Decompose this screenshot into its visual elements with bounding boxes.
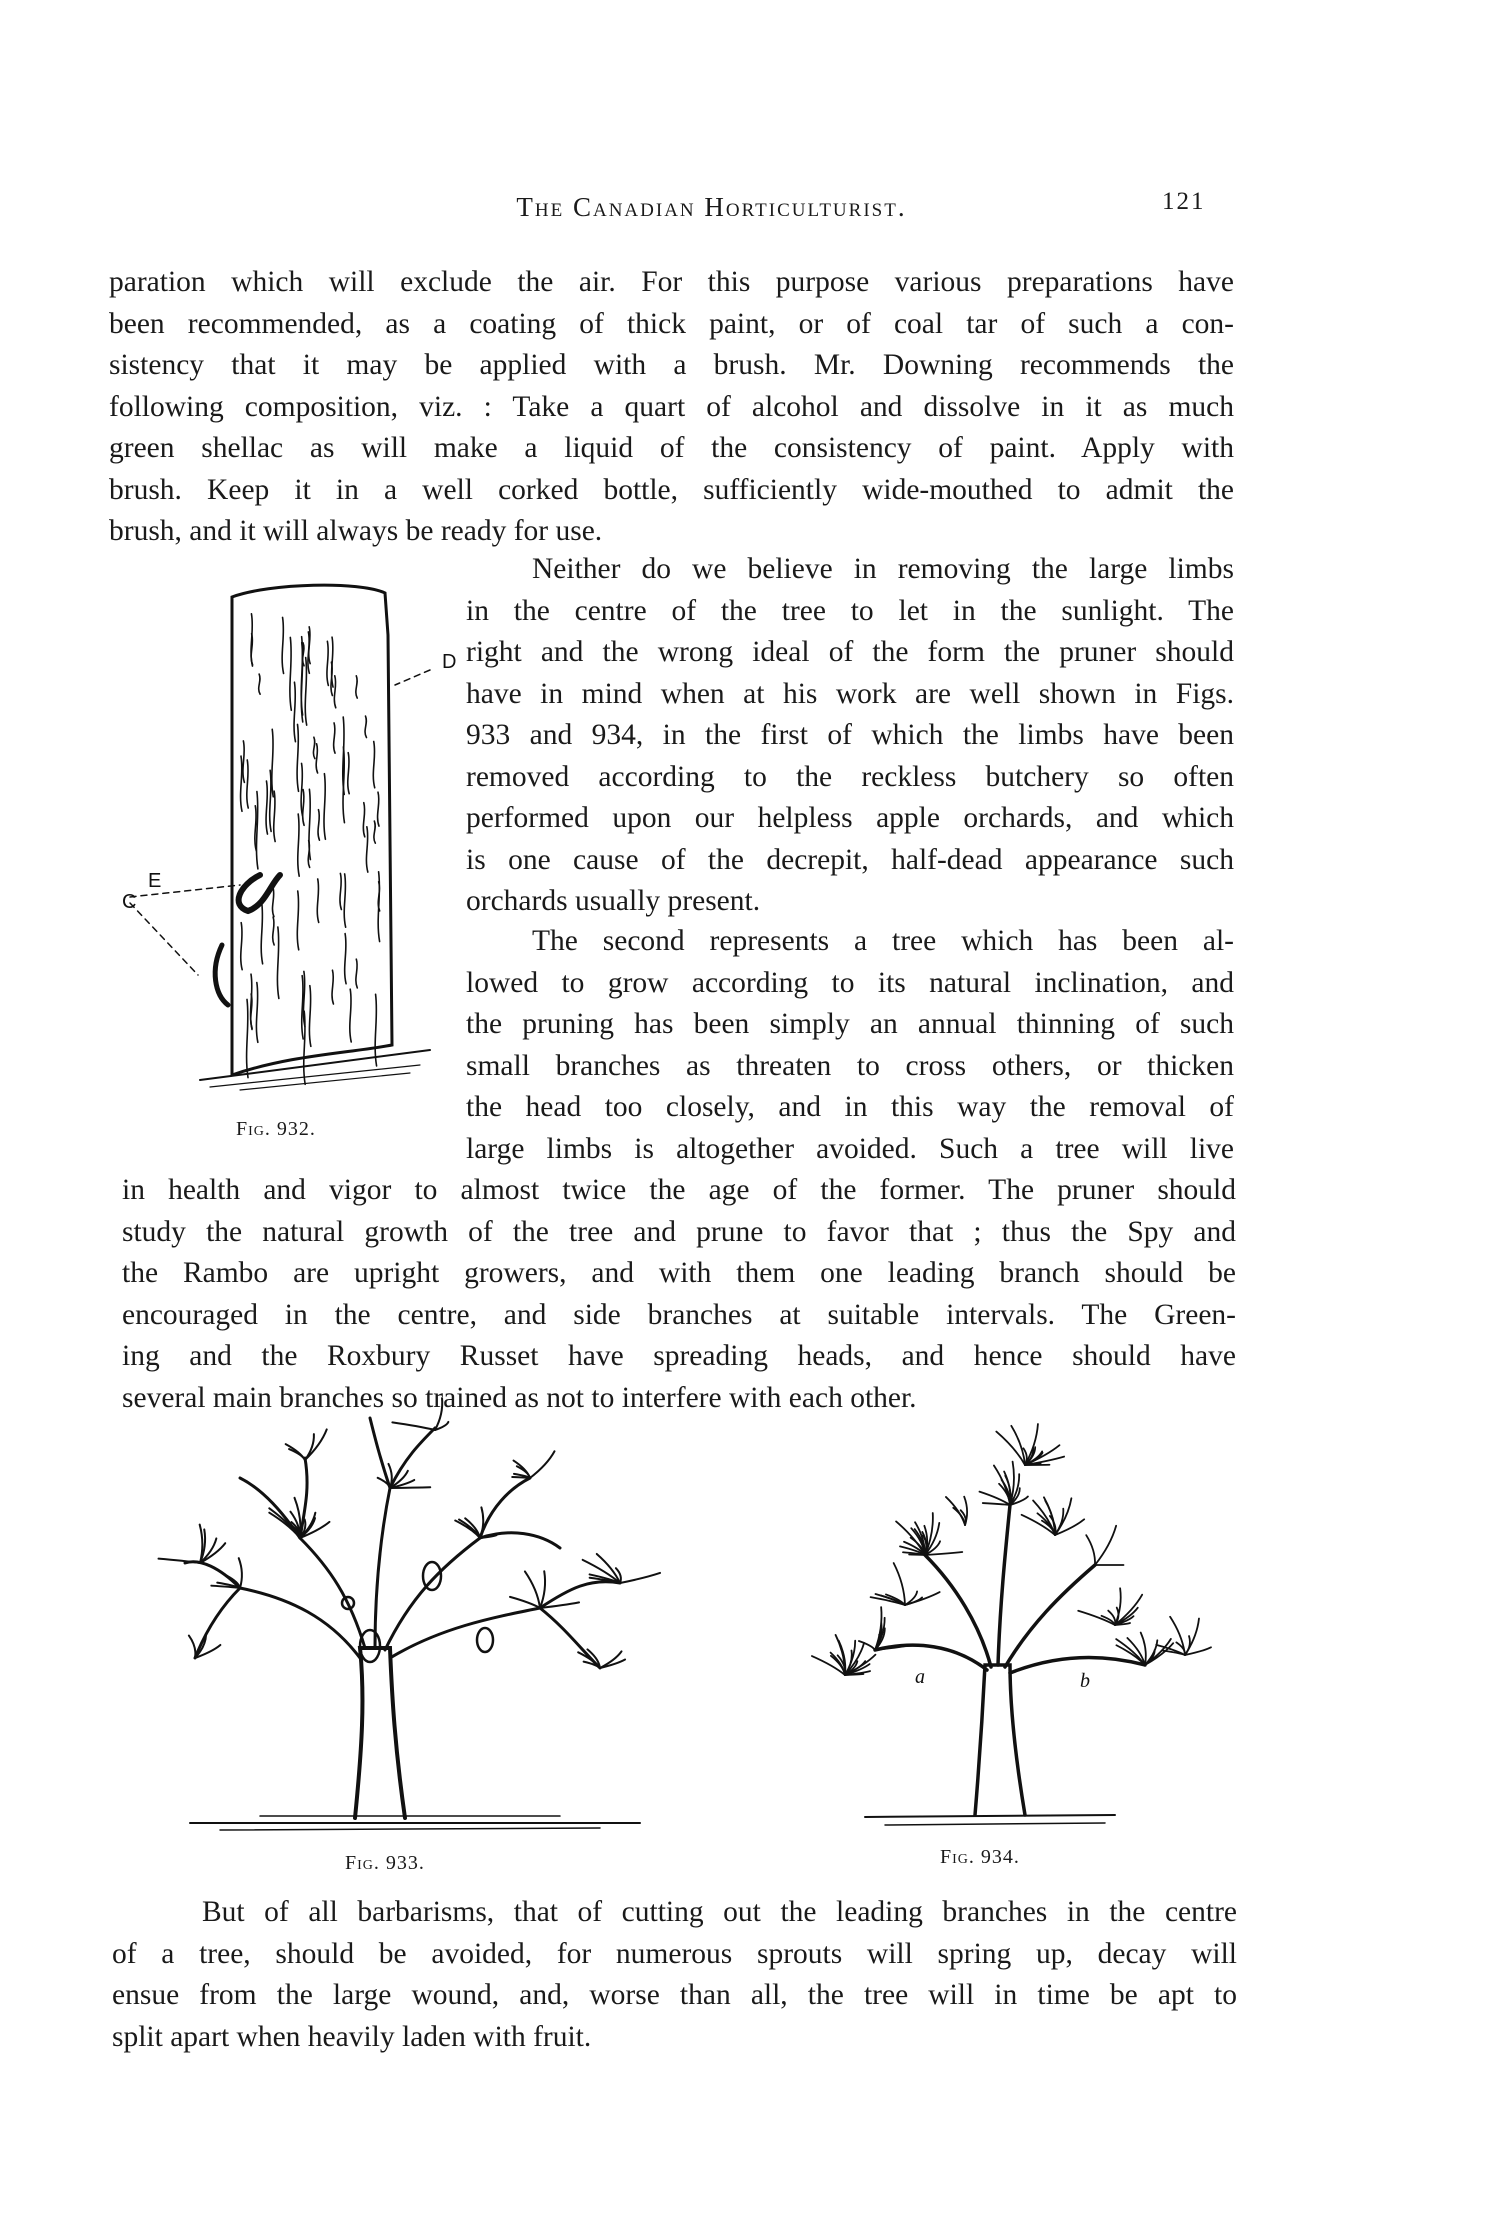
text-line: is one cause of the decrepit, half-dead appearance such xyxy=(466,843,1234,876)
text-line: right and the wrong ideal of the form the pruner should xyxy=(466,636,1234,668)
text-line: encouraged in the centre, and side branches at suitable intervals. The Green- xyxy=(122,1298,1236,1331)
text-line: following composition, viz. : Take a quart of alcohol and dissolve in it as much xyxy=(109,390,1234,423)
label-a: a xyxy=(915,1666,925,1688)
page-number: 121 xyxy=(1162,188,1206,215)
paragraph-2 xyxy=(466,549,1234,923)
text-line: the Rambo are upright growers, and with them one leading branch should be xyxy=(122,1257,1236,1289)
label-d: D xyxy=(442,651,457,673)
text-line: brush, and it will always be ready for use. xyxy=(109,515,603,547)
text-line: sistency that it may be applied with a brush. Mr. Downing recommends the xyxy=(109,349,1234,381)
paragraph-1 xyxy=(109,262,1234,553)
text-line: large limbs is altogether avoided. Such a tree will live xyxy=(466,1132,1234,1165)
text-line: But of all barbarisms, that of cutting out the leading branches in the centre xyxy=(202,1896,1237,1928)
text-line: in health and vigor to almost twice the age of the former. The pruner should xyxy=(122,1174,1236,1206)
label-c: C xyxy=(122,891,137,913)
caption-fig-934: Fig. 934. xyxy=(940,1846,1020,1868)
text-line: paration which will exclude the air. For this purpose various preparations have xyxy=(109,266,1234,298)
text-line: been recommended, as a coating of thick paint, or of coal tar of such a con- xyxy=(109,307,1234,340)
paragraph-4 xyxy=(112,1892,1237,2058)
text-line: split apart when heavily laden with fruit. xyxy=(112,2020,592,2053)
figure-932-trunk xyxy=(122,575,470,1115)
page-header-title xyxy=(0,192,1489,223)
text-line: removed according to the reckless butchery so often xyxy=(466,760,1234,793)
label-b: b xyxy=(1080,1670,1090,1692)
caption-fig-932: Fig. 932. xyxy=(236,1118,316,1140)
text-line: the head too closely, and in this way the removal of xyxy=(466,1091,1234,1123)
label-e: E xyxy=(148,870,162,892)
text-line: small branches as threaten to cross others, or thicken xyxy=(466,1049,1234,1082)
text-line: green shellac as will make a liquid of the consistency of paint. Apply with xyxy=(109,432,1234,464)
text-line: ensue from the large wound, and, worse than all, the tree will in time be apt to xyxy=(112,1979,1237,2011)
running-title: The Canadian Horticulturist. xyxy=(516,192,907,222)
figure-934-natural-tree xyxy=(805,1425,1225,1835)
text-line: 933 and 934, in the first of which the limbs have been xyxy=(466,719,1234,751)
paragraph-3-side xyxy=(466,921,1234,1170)
text-line: study the natural growth of the tree and prune to favor that ; thus the Spy and xyxy=(122,1215,1236,1248)
text-line: lowed to grow according to its natural inclination, and xyxy=(466,966,1234,999)
text-line: The second represents a tree which has been al- xyxy=(532,925,1234,957)
caption-fig-933: Fig. 933. xyxy=(345,1852,425,1874)
text-line: ing and the Roxbury Russet have spreading heads, and hence should have xyxy=(122,1340,1236,1372)
text-line: orchards usually present. xyxy=(466,885,761,917)
text-line: have in mind when at his work are well shown in Figs. xyxy=(466,677,1234,710)
text-line: the pruning has been simply an annual thinning of such xyxy=(466,1008,1234,1040)
paragraph-3-full xyxy=(122,1170,1236,1419)
text-line: several main branches so trained as not to interfere with each other. xyxy=(122,1381,917,1414)
text-line: brush. Keep it in a well corked bottle, sufficiently wide-mouthed to admit the xyxy=(109,473,1234,506)
text-line: in the centre of the tree to let in the sunlight. The xyxy=(466,594,1234,627)
figure-933-pruned-tree xyxy=(180,1418,650,1838)
text-line: performed upon our helpless apple orchards, and which xyxy=(466,802,1234,834)
text-line: of a tree, should be avoided, for numerous sprouts will spring up, decay will xyxy=(112,1937,1237,1970)
text-line: Neither do we believe in removing the large limbs xyxy=(532,553,1234,585)
